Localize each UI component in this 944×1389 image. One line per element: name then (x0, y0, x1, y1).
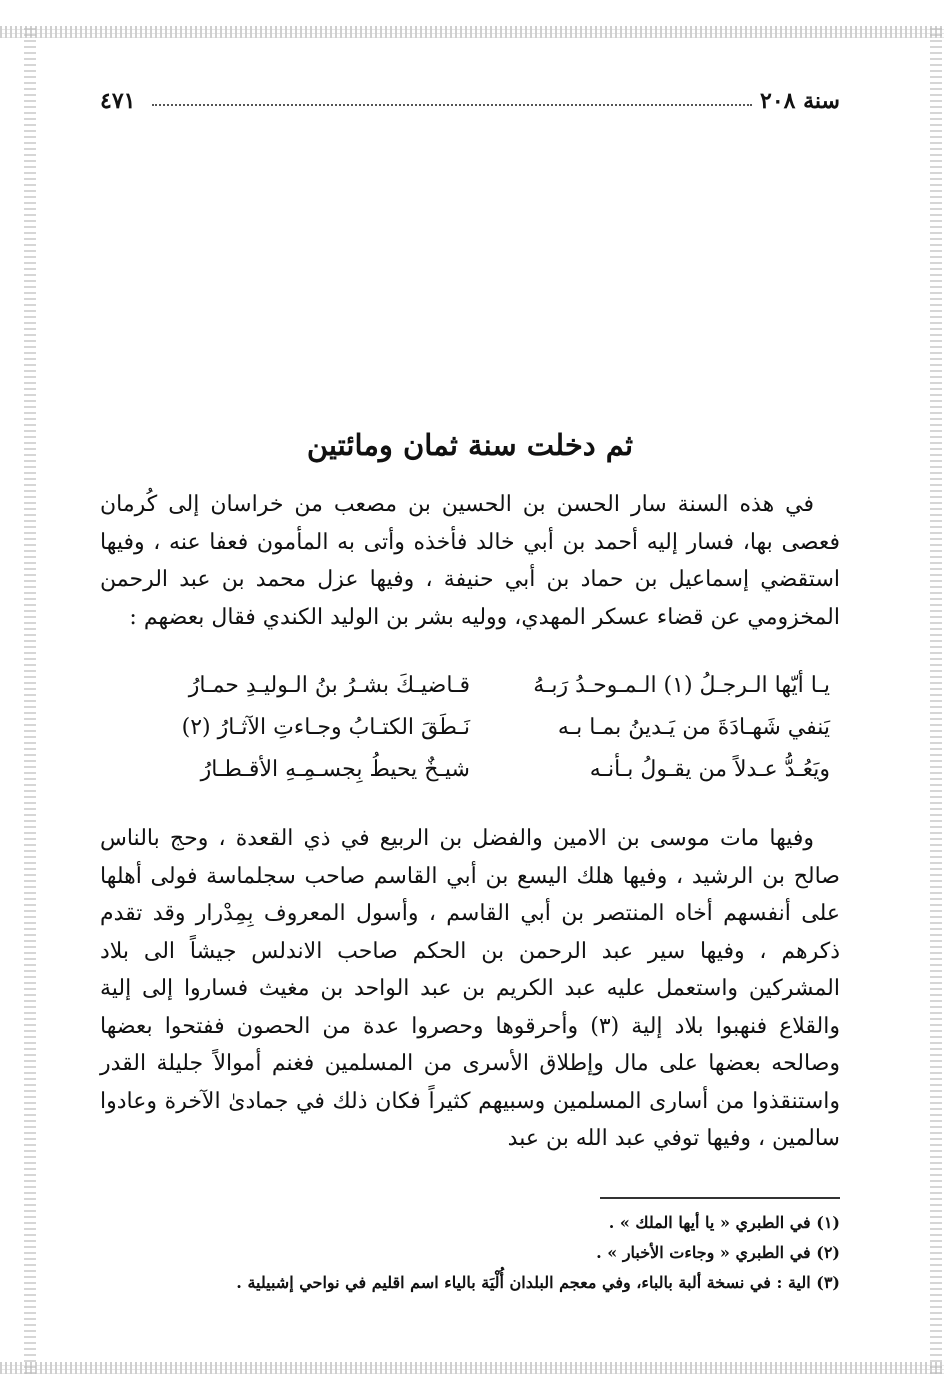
chapter-title: ثم دخلت سنة ثمان ومائتين (306, 428, 634, 462)
verse-first-hemistich: يـا أيّها الـرجـلُ (١) الـمـوحـدُ رَبـهُ (533, 673, 830, 698)
paragraph-first (100, 486, 840, 636)
footnote-separator (600, 1197, 840, 1199)
page-header (100, 88, 840, 118)
poem-verse (150, 673, 830, 715)
poem (150, 673, 830, 799)
footnote-2: (٢) في الطبري « وجاءت الأخبار » . (596, 1243, 840, 1262)
verse-first-hemistich: ويَعُـدُّ عـدلاً من يقـولُ بـأنـه (589, 757, 830, 782)
verse-first-hemistich: يَنفي شَهـادَةَ من يَـدينُ بمـا بـه (557, 715, 830, 740)
poem-verse (150, 757, 830, 799)
paragraph-second-text: وفيها مات موسى بن الامين والفضل بن الربيع في ذي القعدة ، وحج بالناس صالح بن الرشيد ، وفيها هلك اليسع بن أبي القاسم صاحب سجلماسة فولى أهلها على أنفسهم أخاه المنتصر بن أبي القاسم ، وأسول المعروف بِمِدْرار وقد تقدم ذكرهم ، وفيها سير عبد الرحمن بن الحكم صاحب الاندلس جيشاً الى بلاد المشركين واستعمل عليه عبد الكريم بن عبد الواحد بن مغيث فساروا إلى إلية والقلاع فنهبوا بلاد إلية (٣) وأحرقوها وحصروا عدة من الحصون ففتحوا بعضها وصالحه بعضها على مال وإطلاق الأسرى من المسلمين فغنم أموالاً جليلة القدر واستنقذوا من أسارى المسلمين وسبيهم كثيراً فكان ذلك في جمادىٰ الآخرة وعادوا سالمين ، وفيها توفي عبد الله بن عبد (100, 826, 840, 1151)
decorative-border-right (930, 26, 942, 1374)
poem-verse (150, 715, 830, 757)
decorative-border-top (0, 26, 944, 38)
decorative-border-bottom (0, 1362, 944, 1374)
paragraph-first-text: في هذه السنة سار الحسن بن الحسين بن مصعب من خراسان إلى كُرمان فعصى بها، فسار إليه أحمد بن أبي خالد فأخذه وأتى به المأمون فعفا عنه ، وفيها استقضي إسماعيل بن حماد بن أبي حنيفة ، وفيها عزل محمد بن عبد الرحمن المخزومي عن قضاء عسكر المهدي، ووليه بشر بن الوليد الكندي فقال بعضهم : (100, 492, 840, 630)
verse-second-hemistich: نَـطَقَ الكتـابُ وجـاءتِ الآثـارُ (٢) (181, 715, 470, 740)
page-number: ٤٧١ (100, 88, 136, 114)
paragraph-second (100, 820, 840, 1158)
footnote-3: (٣) الية : في نسخة ألبة بالباء، وفي معجم البلدان أُلْيَة بالياء اسم اقليم في نواحي إشبيلية . (236, 1273, 840, 1292)
decorative-border-left (24, 26, 36, 1374)
verse-second-hemistich: قـاضيـكَ بشـرُ بنُ الـوليـدِ حمـارُ (188, 673, 470, 698)
running-head-year: سنة ٢٠٨ (760, 88, 840, 114)
verse-second-hemistich: شيـخٌ يحيطُ بِجسـمِـهِ الأقـطـارُ (200, 757, 470, 782)
footnotes (100, 1208, 840, 1298)
footnote-1: (١) في الطبري « يا أيها الملك » . (608, 1213, 840, 1232)
header-dotted-leader (152, 104, 752, 106)
